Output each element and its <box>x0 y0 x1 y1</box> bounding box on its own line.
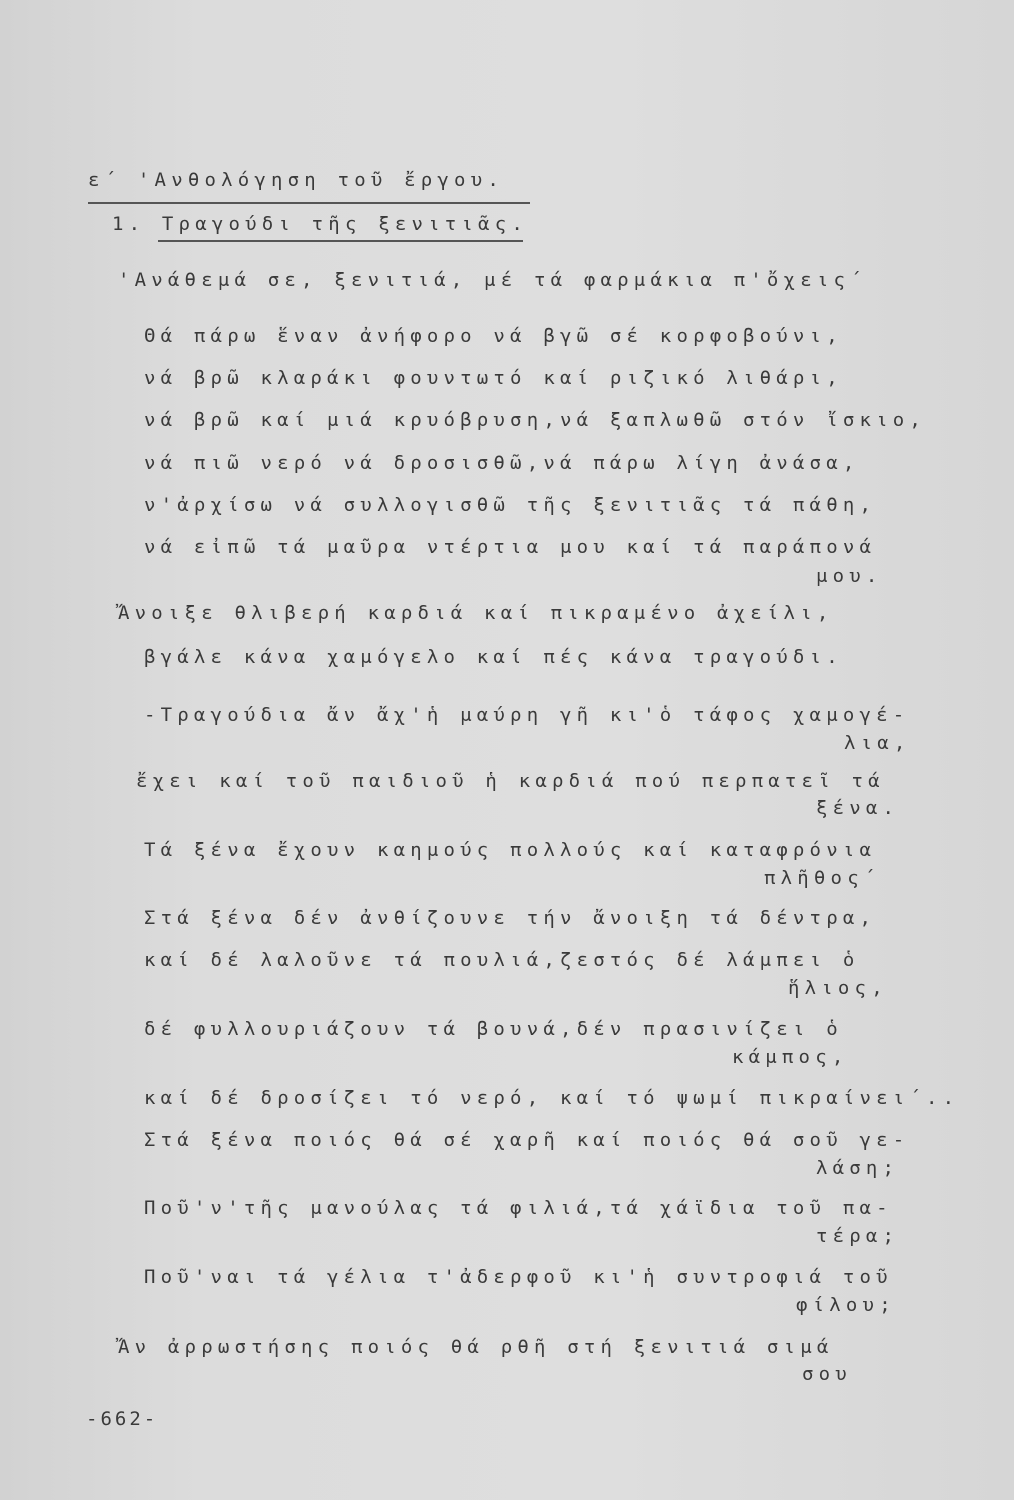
poem-line-continuation: λια, <box>844 732 911 754</box>
song-heading-underline <box>158 240 523 242</box>
poem-line-continuation: μου. <box>816 565 883 587</box>
poem-line: νά πιῶ νερό νά δροσισθῶ,νά πάρω λίγη ἀνάσα, <box>144 452 860 474</box>
poem-line-continuation: λάση; <box>816 1157 900 1179</box>
poem-line: Θά πάρω ἕναν ἀνήφορο νά βγῶ σέ κορφοβούνι, <box>144 325 843 347</box>
poem-line-continuation: τέρα; <box>816 1225 900 1247</box>
poem-line: ν'ἀρχίσω νά συλλογισθῶ τῆς ξενιτιᾶς τά πάθη, <box>144 494 877 516</box>
poem-line: καί δέ λαλοῦνε τά πουλιά,ζεστός δέ λάμπει ὁ <box>144 949 860 971</box>
page-number: -662- <box>86 1408 159 1430</box>
poem-line: Ἄνοιξε θλιβερή καρδιά καί πικραμένο ἀχείλι, <box>118 602 834 624</box>
poem-line: 'Ανάθεμά σε, ξενιτιά, μέ τά φαρμάκια π'ὄχεις΄ <box>118 269 867 291</box>
poem-line-continuation: πλῆθος΄ <box>764 867 881 889</box>
section-heading: ε΄ 'Ανθολόγηση τοῦ ἔργου. <box>88 169 504 191</box>
section-heading-underline <box>88 202 530 204</box>
poem-line: -Τραγούδια ἄν ἄχ'ἡ μαύρη γῆ κι'ὁ τάφος χαμογέ- <box>144 704 910 726</box>
poem-line: καί δέ δροσίζει τό νερό, καί τό ψωμί πικραίνει΄.. <box>144 1087 960 1109</box>
poem-line-continuation: σου <box>802 1363 852 1385</box>
poem-line-continuation: φίλου; <box>796 1294 896 1316</box>
poem-line-continuation: ἥλιος, <box>788 977 888 999</box>
poem-line: ἔχει καί τοῦ παιδιοῦ ἡ καρδιά πού περπατεῖ τά <box>136 770 885 792</box>
poem-line: Στά ξένα δέν ἀνθίζουνε τήν ἄνοιξη τά δέντρα, <box>144 907 877 929</box>
poem-line-continuation: κάμπος, <box>732 1046 849 1068</box>
poem-line: Ποῦ'ν'τῆς μανούλας τά φιλιά,τά χάϊδια τοῦ πα- <box>144 1197 893 1219</box>
poem-line: Ποῦ'ναι τά γέλια τ'ἀδερφοῦ κι'ἡ συντροφιά τοῦ <box>144 1266 893 1288</box>
poem-line: Τά ξένα ἔχουν καημούς πολλούς καί καταφρόνια <box>144 839 877 861</box>
poem-line: νά εἰπῶ τά μαῦρα ντέρτια μου καί τά παράπονά <box>144 536 877 558</box>
poem-line: βγάλε κάνα χαμόγελο καί πές κάνα τραγούδι. <box>144 646 843 668</box>
poem-line: νά βρῶ καί μιά κρυόβρυση,νά ξαπλωθῶ στόν ἴσκιο, <box>144 409 927 431</box>
poem-line: νά βρῶ κλαράκι φουντωτό καί ριζικό λιθάρι, <box>144 367 843 389</box>
poem-line-continuation: ξένα. <box>816 797 900 819</box>
song-heading: 1. Τραγούδι τῆς ξενιτιᾶς. <box>112 213 528 235</box>
poem-line: Στά ξένα ποιός θά σέ χαρῆ καί ποιός θά σοῦ γε- <box>144 1129 910 1151</box>
poem-line: Ἄν ἀρρωστήσης ποιός θά ρθῆ στή ξενιτιά σιμά <box>118 1336 834 1358</box>
poem-line: δέ φυλλουριάζουν τά βουνά,δέν πρασινίζει ὁ <box>144 1018 843 1040</box>
